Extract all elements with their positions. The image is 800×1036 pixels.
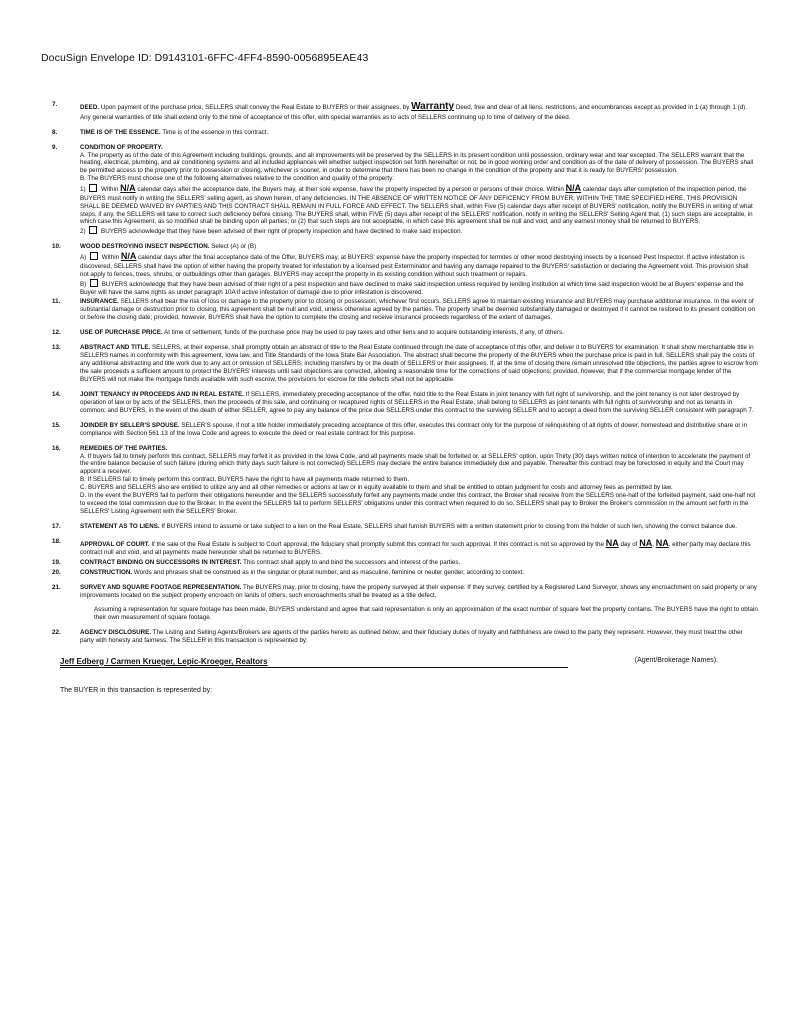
clause-9b: B. The BUYERS must choose one of the following alternatives relative to the condition and quality of the property: — [80, 175, 394, 183]
section-number: 15. — [52, 421, 61, 429]
section-number: 17. — [52, 523, 61, 531]
clause-9a: A. The property as of the date of this Agreement including buildings, grounds, and all improvements will be preserved by the SELLERS in its present condition until possession, ordinary wear and tear excepted. The SELLERS warrant that the heating, electrical, plumbing, and air conditioning systems and all included appliances will whether subject inspection set forth hereinafter or not, be in good working order and condition as of the date of delivery of possession. The BUYERS shall be permitted access to the property prior to possession or closing, whichever is sooner, in order to determine that there has been no change in the condition of the property and that it is ready for BUYERS' possession. — [80, 151, 754, 175]
checkbox-9b2[interactable] — [89, 226, 97, 234]
section-number: 11. — [52, 298, 61, 306]
square-footage-text: Assuming a representation for square footage has been made, BUYERS understand and agree that said representation is only an approximation of the exact number of square feet the property contains. The BUYERS have the right to obtain their own measurement of square footage. — [94, 606, 758, 622]
clause-text: Within — [99, 186, 121, 194]
section-number: 18. — [52, 537, 61, 545]
clause-label: B) — [80, 280, 88, 288]
section-heading: CONTRACT BINDING ON SUCCESSORS IN INTEREST. — [80, 559, 242, 567]
section-8 — [52, 129, 758, 137]
section-heading: DEED. — [80, 104, 100, 111]
section-17 — [52, 523, 758, 531]
section-heading: JOINT TENANCY IN PROCEEDS AND IN REAL ESTATE. — [80, 390, 244, 398]
clause-16b: B. If SELLERS fail to timely perform this contract, BUYERS have the right to have all payments made returned to them. — [80, 476, 409, 484]
clause-16d: D. In the event the BUYERS fail to perform their obligations hereunder and the SELLERS successfully forfeit any payments made under this contract, the Broker shall receive from the SELLERS one-half of the forfeited payment, said one-half not to exceed the total commission due to the Broker. In the event the SELLERS fail to perform SELLERS' obligations under this contract when required to do so, SELLERS shall pay to Broker the Broker's commission in the amount set forth in the SELLERS' Listing Agreement with the SELLERS' Broker. — [80, 492, 756, 516]
section-text: Deed, free and clear of all liens, restrictions, and encumbrances except as provided in 1 (a) through 1 (d). Any general warranties of title shall extend only to the time of acceptance of this offer, with special warranties as to acts of SELLERS continuing up to time of delivery of the deed. — [80, 104, 747, 121]
clause-text: BUYERS acknowledge that they have been advised of their right of a pest inspection and have declined to make said inspection unless required by lending institution at which time said inspection would be at Buyers' expense and the Buyer will have the same rights as under paragraph 10A if active infestation of damage due to prior infestation is discovered. — [80, 280, 744, 296]
section-text: At time of settlement, funds of the purchase price may be used to pay taxes and other liens and to acquire outstanding interests, if any, of others. — [162, 329, 564, 337]
section-10 — [52, 243, 758, 296]
section-12 — [52, 329, 758, 337]
section-number: 20. — [52, 569, 61, 577]
section-number: 13. — [52, 344, 61, 352]
clause-text: calendar days after the acceptance date, the Buyers may, at their sole expense, have the property inspected by a person or persons of their choice. Within — [135, 186, 566, 194]
section-text: SELLERS shall bear the risk of loss or damage to the property prior to closing or possession, whichever first occurs. SELLERS agree to maintain existing insurance and BUYERS may purchase additional insurance. In the event of substantial damage or destruction prior to closing, this agreement shall be null and void, unless otherwise agreed by the parties. The property shall be deemed substantially damaged or destroyed if it cannot be restored to its present condition on or before the closing date; provided, however, BUYERS shall have the option to complete the closing and receive insurance proceeds regardless of the extent of damages. — [80, 298, 755, 322]
section-heading: SURVEY AND SQUARE FOOTAGE REPRESENTATION. — [80, 584, 242, 592]
section-text: , — [652, 540, 656, 548]
clause-label: 2) — [80, 228, 88, 236]
section-text: This contract shall apply to and bind the successors and interest of the parties. — [241, 559, 461, 567]
section-heading: TIME IS OF THE ESSENCE. — [80, 128, 161, 136]
section-heading: APPROVAL OF COURT. — [80, 540, 150, 548]
section-heading: AGENCY DISCLOSURE. — [80, 628, 152, 636]
section-heading: ABSTRACT AND TITLE. — [80, 344, 151, 352]
envelope-id: DocuSign Envelope ID: D9143101-6FFC-4FF4-8590-0056895EAE43 — [41, 52, 369, 64]
section-number: 8. — [52, 128, 58, 136]
section-21 — [52, 584, 758, 622]
section-heading: REMEDIES OF THE PARTIES. — [80, 444, 168, 452]
clause-10a — [80, 251, 758, 278]
clause-9b2 — [80, 226, 758, 236]
section-22 — [52, 629, 758, 645]
clause-label: 1) — [80, 186, 88, 194]
section-14 — [52, 391, 758, 415]
section-heading: JOINDER BY SELLER'S SPOUSE. — [80, 421, 180, 429]
section-text: day of — [618, 540, 640, 548]
section-number: 22. — [52, 628, 61, 636]
section-18 — [52, 538, 758, 557]
section-text: If the sale of the Real Estate is subject to Court approval, the fiduciary shall promptly submit this contract for such approval. If this contract is not so approved by the — [149, 540, 606, 548]
approval-year-field: NA — [655, 537, 669, 548]
agent-brokerage-label: (Agent/Brokerage Names). — [634, 656, 718, 664]
seller-representation-label: The SELLER in this transaction is represented by: — [167, 636, 308, 644]
section-number: 21. — [52, 584, 61, 592]
clause-text: BUYERS acknowledge that they have been advised of their right of property inspection and have declined to make said inspection. — [99, 228, 463, 236]
section-text: , either party may declare this contract null and void, and all payments made hereunder shall be returned to BUYERS. — [80, 540, 751, 557]
section-heading: STATEMENT AS TO LIENS. — [80, 523, 160, 531]
clause-label: A) — [80, 254, 88, 262]
notice-days-field: N/A — [565, 183, 582, 194]
section-text: SELLERS, at their expense, shall promptly obtain an abstract of title to the Real Estate continued through the date of acceptance of this offer, and deliver it to BUYERS for examination. It shall show merchantable title in SELLERS names in conformity with this agreement, Iowa law, and Title Standards of the Iowa State Bar Association. The abstract shall become the property of the BUYERS when the purchase price is paid in full. SELLERS shall pay the costs of any additional abstracting and title work due to any act or omission of SELLERS, including transfers by or the death of SELLERS or their assignees. If, at the time of closing there remain unresolved title objections, the parties agree to escrow from the sale proceeds a sufficient amount to protect the BUYERS' interests until said objections are corrected, allowing a reasonable time for the corrections of said objections; provided, however, that if the commercial mortgage lender of the BUYERS will not make the mortgage funds available with such escrow, the provisions for escrow for title defects shall not be applicable. — [80, 344, 758, 383]
section-19 — [52, 559, 758, 567]
section-13 — [52, 344, 758, 384]
wdi-days-field: N/A — [120, 251, 137, 262]
buyer-representation-label: The BUYER in this transaction is represented by: — [60, 686, 213, 694]
section-9 — [52, 144, 758, 237]
clause-10b — [80, 279, 758, 297]
section-number: 9. — [52, 143, 58, 151]
section-number: 19. — [52, 559, 61, 567]
section-16 — [52, 445, 758, 516]
clause-text: calendar days after completion of the inspection period, the BUYERS must notify in writing the SELLERS' selling agent, as shown herein, of any deficiencies. IN THE ABSENCE OF WRITTEN NOTICE OF ANY DEFICENCY FROM BUYER, WITHIN THE TIME SPECIFIED HERE, THIS PROVISION SHALL BE DEEMED WAIVED BY PARTIES AND THIS CONTRACT SHALL REMAIN IN FULL FORCE AND EFFECT. The SELLERS shall, within Five (5) calendar days after receipt of BUYERS' notification, notify the BUYERS in writing of what steps, if any, the SELLERS will take to correct such deficiency before closing. The BUYERS shall, within FIVE (5) days after receipt of the SELLERS' notification, notify in writing the SELLERS' Selling Agent that, (1) such steps are acceptable, in which case this Agreement, as so modified shall be binding upon all parties; or (2) that such steps are not acceptable, in which case this agreement shall be null and void, and any earnest money shall be returned to BUYERS. — [80, 186, 753, 226]
approval-month-field: NA — [639, 537, 653, 548]
contract-page — [52, 101, 758, 696]
section-number: 14. — [52, 390, 61, 398]
section-text: If SELLERS, immediately preceding acceptance of the offer, hold title to the Real Estate in joint tenancy with full right of survivorship, and the joint tenancy is not later destroyed by operation of law or by acts of the SELLERS, then the proceeds of this sale, and continuing or recaptured rights of SELLERS in the Real Estate, shall belong to SELLERS as joint tenants with full rights of survivorship and not as tenants in common; and BUYERS, in the event of the death of either SELLER, agree to pay any balance of the price due SELLERS under this contract to the surviving SELLER and to accept a deed from the surviving SELLER consistent with paragraph 7. — [80, 390, 754, 414]
section-text: Time is of the essence in this contract. — [160, 128, 269, 136]
checkbox-10b[interactable] — [90, 279, 98, 287]
clause-16c: C. BUYERS and SELLERS also are entitled to utilize any and all other remedies or actions at law or in equity available to them and shall be entitled to obtain judgment for costs and attorney fees as permitted by law. — [80, 484, 673, 492]
section-heading: INSURANCE. — [80, 298, 119, 306]
section-text: The BUYERS may, prior to closing, have the property surveyed at their expense. If they survey, certified by a Registered Land Surveyor, shows any encroachment on said property or any improvements located on the subject property encroach on lands of others, such encroachments shall be treated as a title defect. — [80, 584, 757, 600]
section-heading: USE OF PURCHASE PRICE. — [80, 329, 163, 337]
section-7 — [52, 101, 758, 122]
section-20 — [52, 569, 758, 577]
section-number: 16. — [52, 444, 61, 452]
section-heading: CONDITION OF PROPERTY. — [80, 143, 163, 151]
clause-text: Within — [100, 254, 121, 262]
section-text: If BUYERS intend to assume or take subject to a lien on the Real Estate, SELLERS shall furnish BUYERS with a written statement prior to closing from the holder of such lien, showing the correct balance due. — [159, 523, 738, 531]
checkbox-10a[interactable] — [90, 252, 98, 260]
section-text: Select (A) or (B) — [209, 243, 257, 251]
section-text: Upon payment of the purchase price, SELLERS shall convey the Real Estate to BUYERS or their assignees, by — [99, 104, 412, 111]
clause-9b1 — [80, 183, 758, 226]
section-heading: CONSTRUCTION. — [80, 569, 133, 577]
approval-day-field: NA — [605, 537, 619, 548]
section-text: The Listing and Selling Agents/Brokers are agents of the parties hereto as outlined below, and their fiduciary duties of loyalty and faithfulness are owed to the party they represent. However, they must treat the other party with honesty and fairness. — [80, 628, 743, 644]
section-number: 12. — [52, 329, 61, 337]
section-number: 7. — [52, 101, 58, 108]
inspection-days-field: N/A — [120, 183, 136, 194]
signature-rule — [60, 667, 568, 668]
section-15 — [52, 422, 758, 438]
clause-16a: A. If buyers fail to timely perform this contract, SELLERS may forfeit it as provided in the Iowa Code, and all payments made shall be forfeited or, at SELLERS' option, upon Thirty (30) days written notice of intention to accelerate the payment of the entire balance because of such failure (during which thirty days such failure is not corrected) SELLERS may declare the entire balance immediately due and payable. Thereafter this contract may be foreclosed in equity and the Court may appoint a receiver. — [80, 452, 751, 476]
seller-agent-line — [52, 657, 758, 671]
checkbox-9b1[interactable] — [89, 184, 97, 192]
section-number: 10. — [52, 243, 61, 251]
section-heading: WOOD DESTROYING INSECT INSPECTION. — [80, 243, 210, 251]
clause-text: calendar days after the final acceptance date of the Offer, BUYERS may, at BUYERS' expense have the property inspected for termites or other wood destroying insects by a licensed Pest Inspector. If active infestation is discovered, SELLERS shall have the option of either having the property treated for infestation by a licensed pest Exterminator and having any damage repaired to the BUYERS' satisfaction or declaring the Agreement void. This provision shall not apply to fences, trees, shrubs, or outbuildings other than garages. BUYERS may accept the property in its existing condition without such treatment or repairs. — [80, 254, 749, 278]
section-text: SELLER'S spouse, if not a title holder immediately preceding acceptance of this offer, executes this contract only for the purpose of relinquishing of all rights of dower, homestead and distributive share or in compliance with Section 561.13 of the Iowa Code and agrees to execute the deed or real estate contract for this purpose. — [80, 421, 748, 437]
section-11 — [52, 298, 758, 322]
deed-type-field: Warranty — [411, 101, 455, 112]
section-text: Words and phrases shall be construed as in the singular or plural number, and as masculine, feminine or neuter gender, according to context. — [132, 569, 525, 577]
seller-agent-names: Jeff Edberg / Carmen Krueger, Lepic-Kroeger, Realtors — [60, 656, 268, 666]
